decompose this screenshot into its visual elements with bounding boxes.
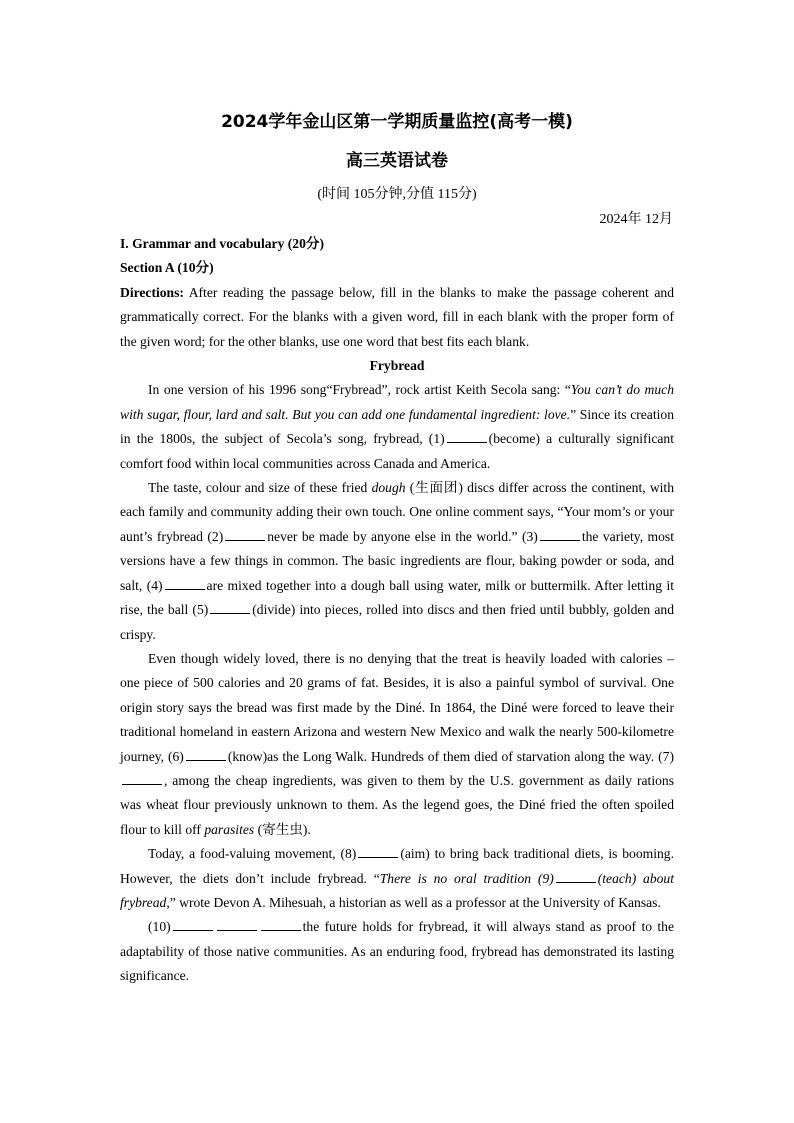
directions-text: After reading the passage below, fill in the blanks to make the passage coherent and grammatically correct. For the blanks with a given word, fill in each blank with the proper form of the given word; for the other blanks, use one word that best fits each blank. <box>120 284 674 349</box>
blank-10c[interactable] <box>261 918 301 931</box>
quote: (teach) about frybread <box>120 870 674 910</box>
text: (know)as the Long Walk. Hundreds of them died of starvation along the way. (7) <box>227 748 674 764</box>
exam-title: 2024学年金山区第一学期质量监控(高考一模) <box>221 112 573 132</box>
text: the future holds for frybread, it will always stand as proof to the adaptability of those native communities. As an enduring food, frybread has demonstrated its lasting significance. <box>120 919 674 984</box>
text: Even though widely loved, there is no denying that the treat is heavily loaded with calories – one piece of 500 calories and 20 grams of fat. Besides, it is also a painful symbol of survival. One origin story says the bread was first made by the Diné. In 1864, the Diné were forced to leave their traditional homeland in eastern Arizona and western New Mexico and walk the nearly 500-kilometre journey, (6) <box>120 650 674 764</box>
blank-10a[interactable] <box>173 918 213 931</box>
text: are mixed together into a dough ball using water, milk or buttermilk. After letting it rise, the ball (5) <box>120 577 674 618</box>
text: (10) <box>148 919 171 935</box>
blank-3[interactable] <box>540 528 580 541</box>
paragraph-3 <box>120 647 674 842</box>
time-score-note: (时间 105分钟,分值 115分) <box>317 187 477 202</box>
paragraph-1 <box>120 378 674 476</box>
italic-term: dough <box>371 480 406 496</box>
text: , among the cheap ingredients, was given to them by the U.S. government as daily rations was wheat flour previously unknown to them. As the legend goes, the Diné fried the often spoiled flour to kill off <box>120 772 674 837</box>
blank-1[interactable] <box>447 430 487 443</box>
italic-term: parasites <box>204 821 255 837</box>
paragraph-2 <box>120 476 674 647</box>
blank-10b[interactable] <box>217 918 257 931</box>
part-heading: I. Grammar and vocabulary (20分) <box>120 236 325 251</box>
blank-4[interactable] <box>165 577 205 590</box>
exam-subtitle: 高三英语试卷 <box>346 151 448 171</box>
text: (become) a culturally significant comfort food within local communities across Canada and America. <box>120 431 675 471</box>
text: Today, a food-valuing movement, (8) <box>148 846 357 862</box>
paragraph-5 <box>120 915 674 988</box>
paragraph-4 <box>120 842 674 915</box>
text: (aim) to bring back traditional diets, is booming. However, the diets don’t include frybread. “ <box>120 846 674 886</box>
text: ,” wrote Devon A. Mihesuah, a historian as well as a professor at the University of Kansas. <box>166 894 661 910</box>
exam-date: 2024年 12月 <box>599 212 673 227</box>
directions <box>120 281 674 354</box>
text: (divide) into pieces, rolled into discs and then fried until bubbly, golden and crispy. <box>120 602 674 642</box>
exam-content <box>120 232 674 989</box>
text: In one version of his 1996 song“Frybread”, rock artist Keith Secola sang: “ <box>148 382 571 398</box>
blank-6[interactable] <box>186 748 226 761</box>
text: The taste, colour and size of these fried <box>148 480 372 496</box>
text: never be made by anyone else in the world.” (3) <box>267 528 538 544</box>
blank-5[interactable] <box>210 601 250 614</box>
text: (生面团) discs differ across the continent, with each family and community adding their own touch. One online comment says, “Your mom’s or your aunt’s frybread (2) <box>120 480 674 544</box>
text: the variety, most versions have a few things in common. The basic ingredients are flour, baking powder or soda, and salt, (4) <box>120 528 674 593</box>
section-a-heading: Section A (10分) <box>120 260 214 276</box>
blank-7[interactable] <box>122 772 162 785</box>
directions-label: Directions: <box>120 284 184 300</box>
blank-9[interactable] <box>556 870 596 883</box>
song-lyric: You can’t do much with sugar, flour, lard and salt. But you can add one fundamental ingredient: love. <box>120 382 675 422</box>
blank-8[interactable] <box>358 845 398 858</box>
blank-2[interactable] <box>225 528 265 541</box>
quote: There is no oral tradition (9) <box>379 870 554 886</box>
text: (寄生虫). <box>254 821 311 837</box>
text: ” Since its creation in the 1800s, the subject of Secola’s song, frybread, (1) <box>120 406 674 447</box>
passage-title: Frybread <box>369 358 425 374</box>
